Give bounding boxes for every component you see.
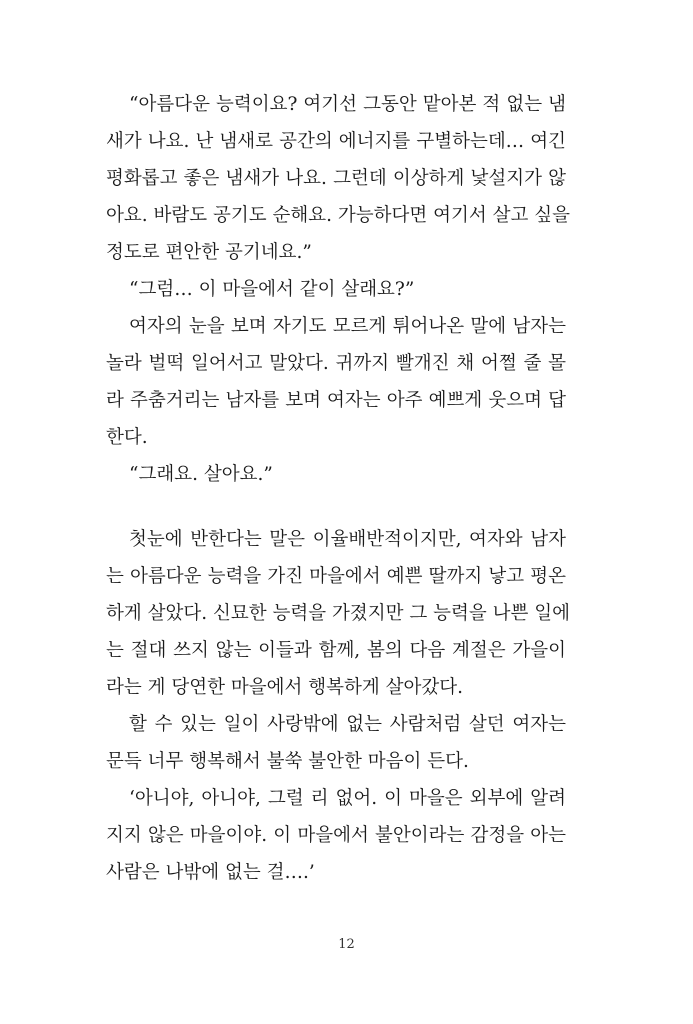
text-line: 라 주춤거리는 남자를 보며 여자는 아주 예쁘게 웃으며 답 xyxy=(106,390,566,411)
text-line: 여자의 눈을 보며 자기도 모르게 튀어나온 말에 남자는 xyxy=(129,316,566,337)
page-number: 12 xyxy=(338,937,355,952)
text-line: “그럼… 이 마을에서 같이 살래요?” xyxy=(129,279,415,300)
text-line: “아름다운 능력이요? 여기선 그동안 맡아본 적 없는 냄 xyxy=(129,94,566,115)
text-line: 하게 살았다. 신묘한 능력을 가졌지만 그 능력을 나쁜 일에 xyxy=(106,603,570,624)
text-line: 할 수 있는 일이 사랑밖에 없는 사람처럼 살던 여자는 xyxy=(129,714,566,735)
text-line: 첫눈에 반한다는 말은 이율배반적이지만, 여자와 남자 xyxy=(129,529,566,550)
text-line: 한다. xyxy=(106,427,148,448)
text-line: 아요. 바람도 공기도 순해요. 가능하다면 여기서 살고 싶을 xyxy=(106,205,570,226)
text-line: ‘아니야, 아니야, 그럴 리 없어. 이 마을은 외부에 알려 xyxy=(129,788,566,809)
text-line: “그래요. 살아요.” xyxy=(129,464,273,485)
text-line: 평화롭고 좋은 냄새가 나요. 그런데 이상하게 낯설지가 않 xyxy=(106,168,566,189)
text-line: 라는 게 당연한 마을에서 행복하게 살아갔다. xyxy=(106,677,463,698)
text-line: 놀라 벌떡 일어서고 말았다. 귀까지 빨개진 채 어쩔 줄 몰 xyxy=(106,353,566,374)
text-line: 문득 너무 행복해서 불쑥 불안한 마음이 든다. xyxy=(106,751,469,772)
text-line: 사람은 나밖에 없는 걸….’ xyxy=(106,862,315,883)
text-line: 는 아름다운 능력을 가진 마을에서 예쁜 딸까지 낳고 평온 xyxy=(106,566,566,587)
text-line: 정도로 편안한 공기네요.” xyxy=(106,242,312,263)
text-line: 지지 않은 마을이야. 이 마을에서 불안이라는 감정을 아는 xyxy=(106,825,566,846)
text-line: 새가 나요. 난 냄새로 공간의 에너지를 구별하는데… 여긴 xyxy=(106,131,566,152)
text-line: 는 절대 쓰지 않는 이들과 함께, 봄의 다음 계절은 가을이 xyxy=(106,640,566,661)
